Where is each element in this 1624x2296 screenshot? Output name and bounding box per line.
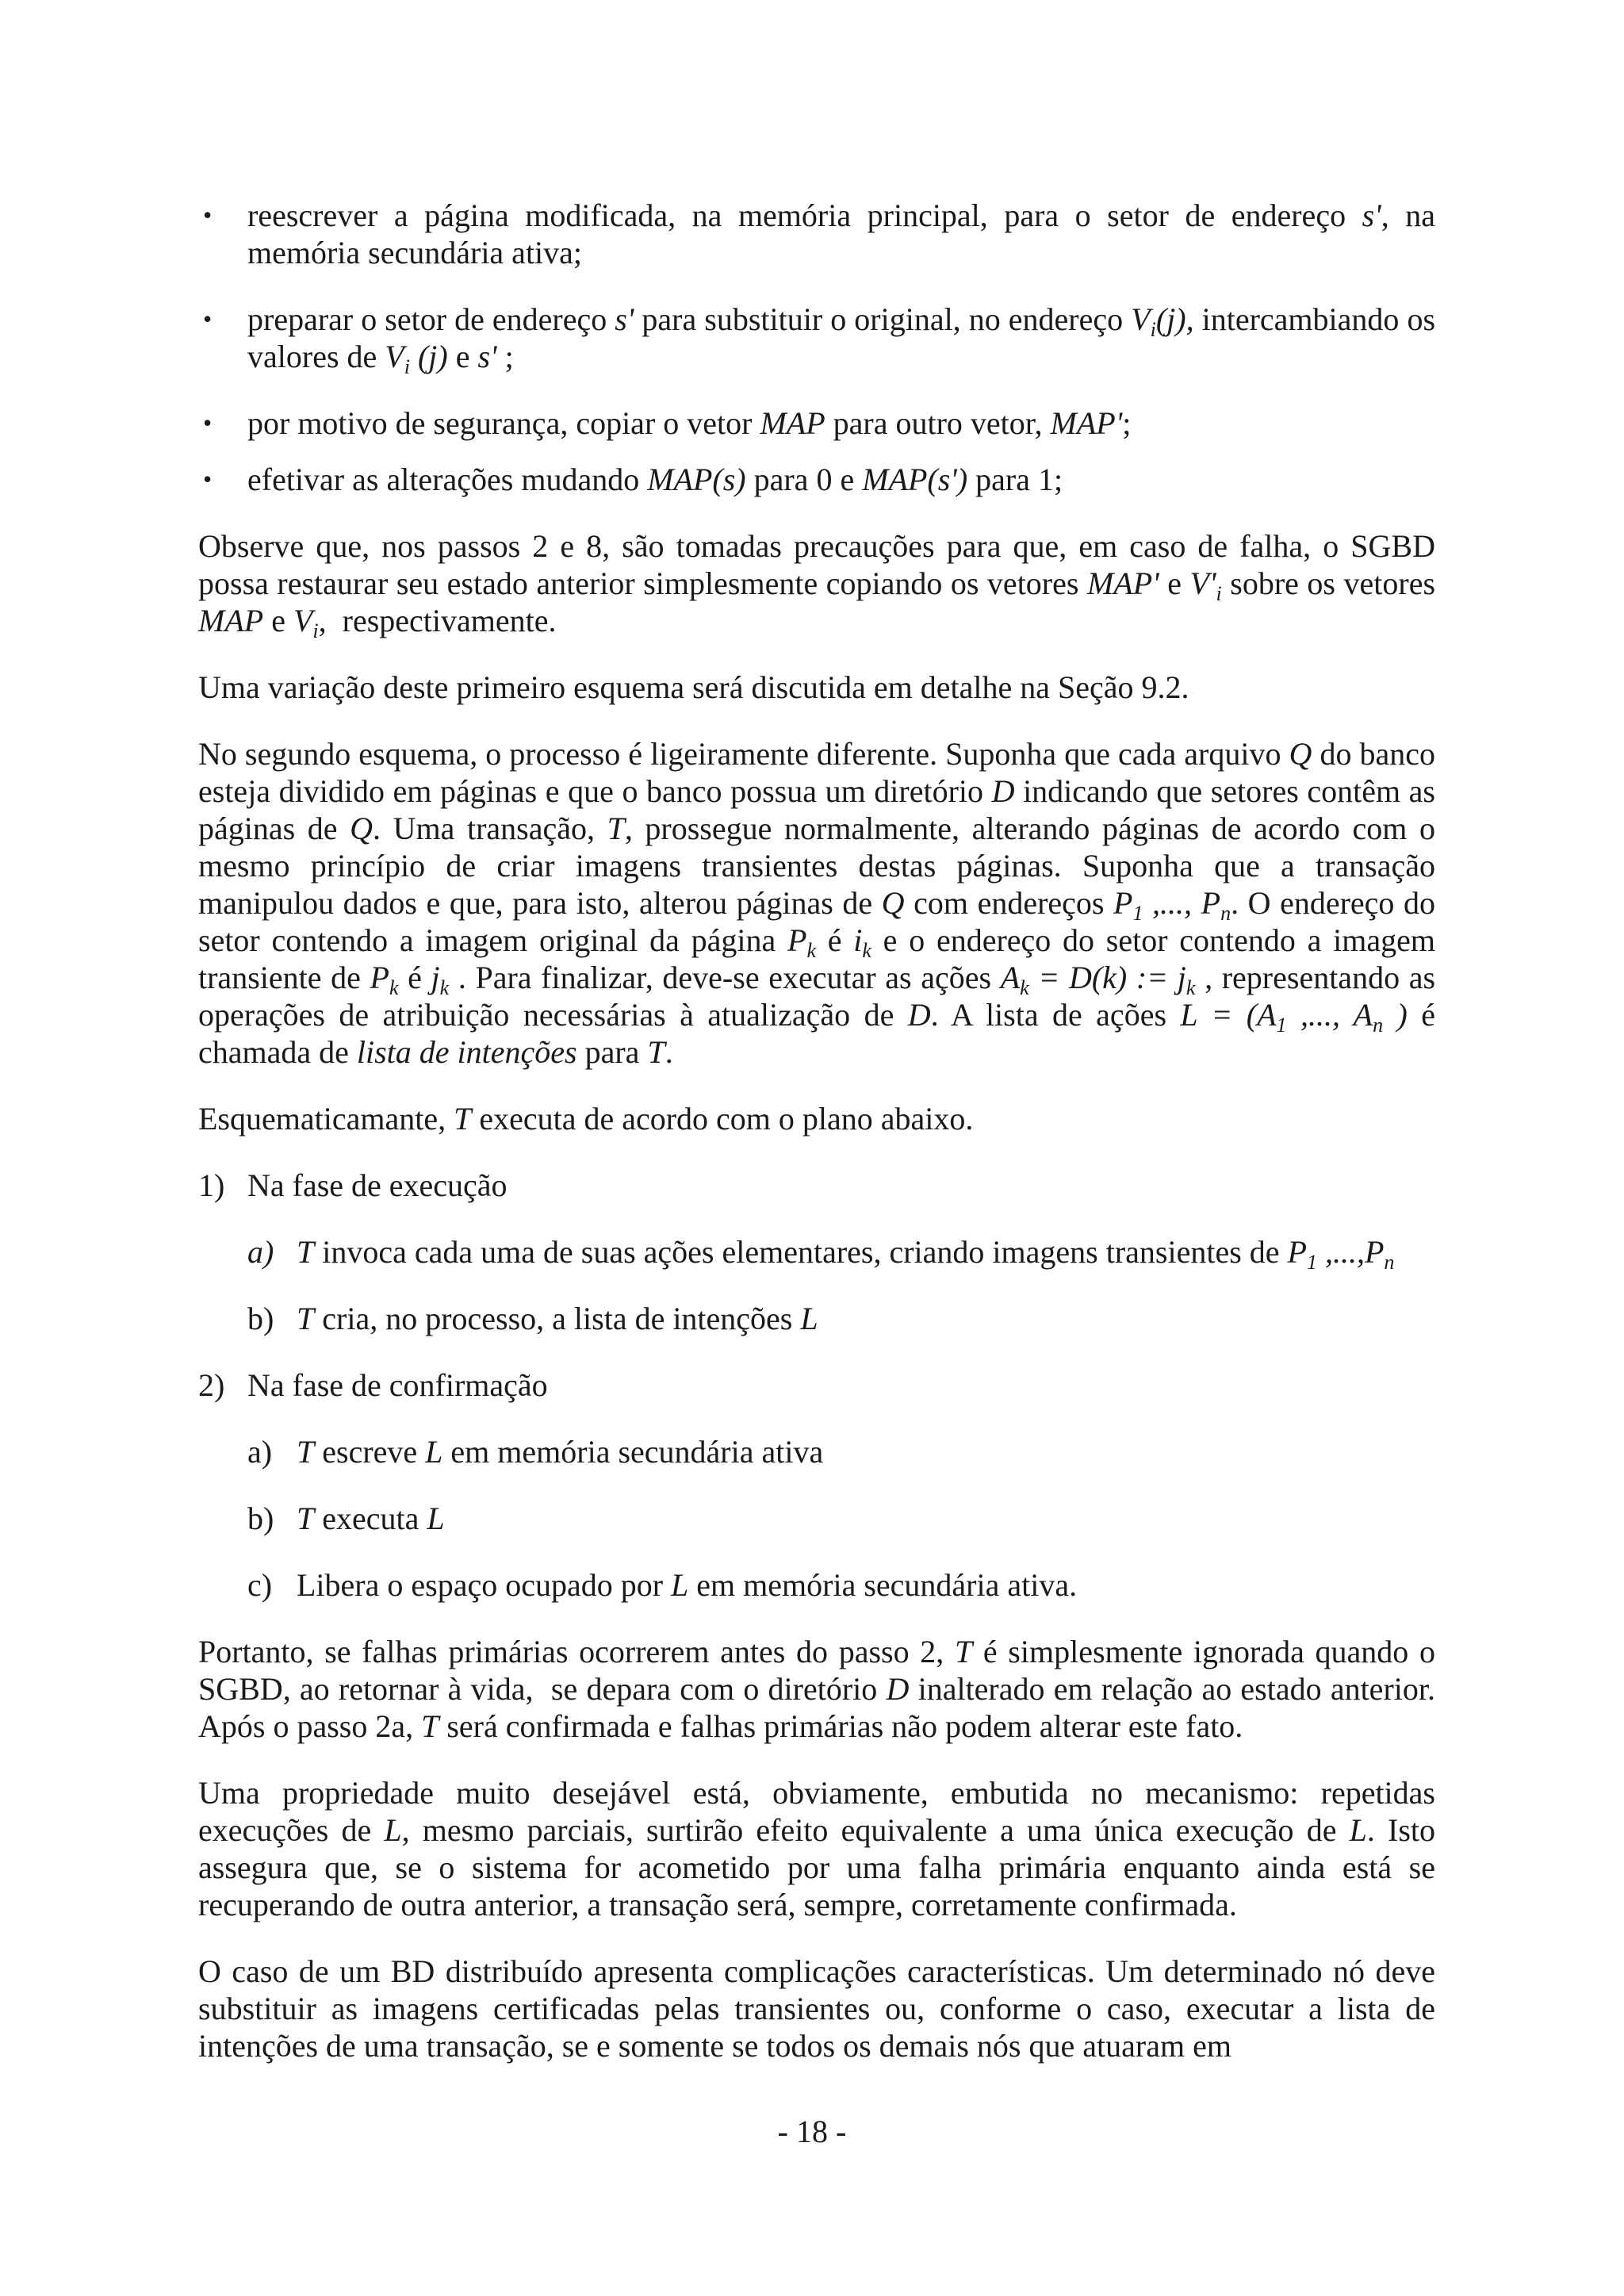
item-marker: a) (247, 1234, 274, 1270)
paragraph-portanto: Portanto, se falhas primárias ocorrerem antes do passo 2, T é simplesmente ignorada quando o SGBD, ao retornar à vida, se depara com o diretório D inalterado em relação ao estado anterior. Após o passo 2a, T será confirmada e falhas primárias não podem alterar este fato. (198, 1634, 1435, 1744)
plan-phase-1-item-a (198, 1233, 1435, 1274)
paragraph-propriedade: Uma propriedade muito desejável está, obviamente, embutida no mecanismo: repetidas execuções de L, mesmo parciais, surtirão efeito equivalente a uma única execução de L. Isto assegura que, se o sistema for acometido por uma falha primária enquanto ainda está se recuperando de outra anterior, a transação será, sempre, corretamente confirmada. (198, 1775, 1436, 1922)
bullet-text: reescrever a página modificada, na memória principal, para o setor de endereço s', na memória secundária ativa; (247, 197, 1435, 270)
paragraph-segundo-esquema: No segundo esquema, o processo é ligeiramente diferente. Suponha que cada arquivo Q do banco esteja dividido em páginas e que o banco possua um diretório D indicando que setores contêm as páginas de Q. Uma transação, T, prossegue normalmente, alterando páginas de acordo com o mesmo princípio de criar imagens transientes destas páginas. Suponha que a transação manipulou dados e que, para isto, alterou páginas de Q com endereços $P_1$ ,..., $P_n$. O endereço do setor contendo a imagem original da página $P_k$ é $i_k$ e o endereço do setor contendo a imagem transiente de $P_k$ é $j_k$ . Para finalizar, deve-se executar as ações $A_k = D(k)$ := $j_k$ , representando as operações de atribuição necessárias à atualização de D. A lista de ações $L = (A_1$ ,..., $A_n$ ) é chamada de lista de intenções para T. (198, 736, 1436, 1070)
bullet-item (198, 461, 1435, 498)
page-number: - 18 - (777, 2114, 847, 2149)
plan-phase-2-item-b (198, 1500, 1435, 1537)
bullet-item (198, 301, 1436, 378)
bullet-icon: • (203, 465, 213, 493)
item-marker: b) (247, 1501, 274, 1536)
phase-label: Na fase de execução (247, 1167, 508, 1203)
item-marker: a) (247, 1434, 273, 1470)
item-text: T invoca cada uma de suas ações elementares, criando imagens transientes de $P_1$ $,...,P_n$ (297, 1234, 1395, 1274)
phase-marker: 2) (198, 1367, 225, 1403)
bullet-icon: • (203, 305, 213, 333)
paragraph-observe: Observe que, nos passos 2 e 8, são tomadas precauções para que, em caso de falha, o SGBD possa restaurar seu estado anterior simplesmente copiando os vetores MAP' e $V'_i$ sobre os vetores MAP e $V_i$, respectivamente. (198, 528, 1436, 642)
phase-label: Na fase de confirmação (247, 1367, 548, 1403)
bullet-item (198, 404, 1435, 442)
item-text: T escreve L em memória secundária ativa (297, 1434, 824, 1470)
plan-phase-2-item-a (198, 1433, 1435, 1470)
plan-phase-1 (198, 1167, 1435, 1204)
plan-phase-2 (198, 1366, 1435, 1404)
item-text: T cria, no processo, a lista de intenções L (297, 1301, 818, 1336)
paragraph-bd-distribuido: O caso de um BD distribuído apresenta complicações características. Um determinado nó deve substituir as imagens certificadas pelas transientes ou, conforme o caso, executar a lista de intenções de uma transação, se e somente se todos os demais nós que atuaram em (198, 1953, 1435, 2064)
item-marker: b) (247, 1301, 274, 1336)
bullet-text: preparar o setor de endereço s' para substituir o original, no endereço $V_i(j)$, intercambiando os valores de $V_i$ (j) e s' ; (247, 301, 1436, 378)
plan-phase-2-item-c (198, 1566, 1435, 1604)
phase-marker: 1) (198, 1167, 225, 1203)
bullet-text: efetivar as alterações mudando MAP(s) para 0 e MAP(s') para 1; (247, 462, 1063, 497)
item-text: T executa L (297, 1501, 445, 1536)
bullet-list (198, 197, 1435, 498)
paragraph-esquematicamente: Esquematicamante, T executa de acordo com o plano abaixo. (198, 1101, 974, 1137)
document-page (198, 197, 1435, 2094)
bullet-icon: • (203, 201, 213, 229)
item-text: Libera o espaço ocupado por L em memória secundária ativa. (297, 1567, 1078, 1603)
paragraph-variacao: Uma variação deste primeiro esquema será discutida em detalhe na Seção 9.2. (198, 669, 1189, 705)
item-marker: c) (247, 1567, 273, 1603)
bullet-icon: • (203, 408, 213, 437)
bullet-text: por motivo de segurança, copiar o vetor MAP para outro vetor, MAP'; (247, 405, 1132, 441)
bullet-item (198, 197, 1435, 271)
plan-phase-1-item-b (198, 1300, 1435, 1337)
